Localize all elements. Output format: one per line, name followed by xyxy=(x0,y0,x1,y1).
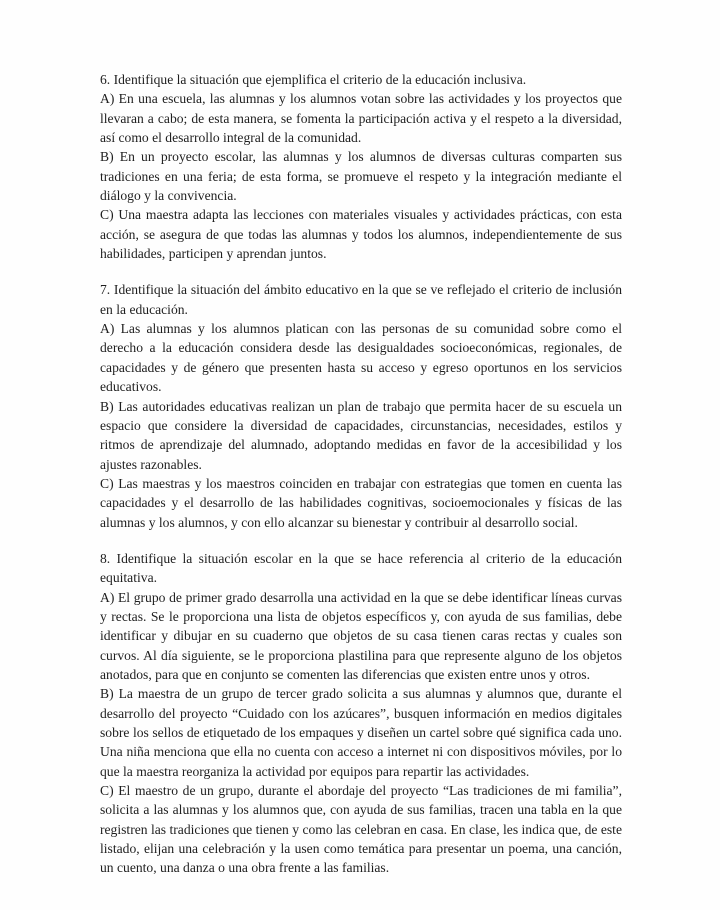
question-7-option-a: A) Las alumnas y los alumnos platican con las personas de su comunidad sobre como el derecho a la educación considera desde las desigualdades socioeconómicas, regionales, de capacidades y de género que presenten hasta su acceso y egreso oportunos en los servicios educativos. xyxy=(100,321,622,395)
question-6-option-a: A) En una escuela, las alumnas y los alumnos votan sobre las actividades y los proyectos que llevaran a cabo; de esta manera, se fomenta la participación activa y el respeto a la diversidad, así como el desarrollo integral de la comunidad. xyxy=(100,91,622,146)
question-6-stem: 6. Identifique la situación que ejemplifica el criterio de la educación inclusiva. xyxy=(100,72,527,87)
question-7 xyxy=(100,280,622,531)
question-8-option-a: A) El grupo de primer grado desarrolla una actividad en la que se debe identificar líneas curvas y rectas. Se le proporciona una lista de objetos específicos y, con ayuda de sus familias, debe identificar y dibujar en su cuaderno que objetos de su casa tienen caras rectas y cuales son curvos. Al día siguiente, se le proporciona plastilina para que represente alguno de los objetos anotados, para que en conjunto se comenten las diferencias que existen entre unos y otros. xyxy=(100,589,622,682)
question-8-stem: 8. Identifique la situación escolar en la que se hace referencia al criterio de la educación equitativa. xyxy=(100,550,622,586)
question-7-stem: 7. Identifique la situación del ámbito educativo en la que se ve reflejado el criterio de inclusión en la educación. xyxy=(100,282,622,317)
question-6-option-b: B) En un proyecto escolar, las alumnas y los alumnos de diversas culturas comparten sus tradiciones en una feria; de esta forma, se promueve el respeto y la integración mediante el diálogo y la convivencia. xyxy=(100,149,622,204)
question-8 xyxy=(100,549,622,878)
question-7-option-b: B) Las autoridades educativas realizan un plan de trabajo que permita hacer de su escuela un espacio que considere la diversidad de capacidades, circunstancias, necesidades, estilos y ritmos de aprendizaje del alumnado, adoptando medidas en favor de la accesibilidad y los ajustes razonables. xyxy=(100,398,622,472)
question-7-option-c: C) Las maestras y los maestros coinciden en trabajar con estrategias que tomen en cuenta las capacidades y el desarrollo de las habilidades cognitivas, socioemocionales y físicas de las alumnas y los alumnos, y con ello alcanzar su bienestar y contribuir al desarrollo social. xyxy=(100,475,622,530)
question-8-option-c: C) El maestro de un grupo, durante el abordaje del proyecto “Las tradiciones de mi familia”, solicita a las alumnas y los alumnos que, con ayuda de sus familias, tracen una tabla en la que registren las tradiciones que tienen y como las celebran en casa. En clase, les indica que, de este listado, elijan una celebración y la usen como temática para presentar un poema, una canción, un cuento, una danza o una obra frente a las familias. xyxy=(100,783,622,876)
question-6-option-c: C) Una maestra adapta las lecciones con materiales visuales y actividades prácticas, con esta acción, se asegura de que todas las alumnas y todos los alumnos, independientemente de sus habilidades, participen y aprendan juntos. xyxy=(100,207,622,262)
question-8-option-b: B) La maestra de un grupo de tercer grado solicita a sus alumnas y alumnos que, durante el desarrollo del proyecto “Cuidado con los azúcares”, busquen información en medios digitales sobre los sellos de etiquetado de los empaques y diseñen un cartel sobre qué significa cada uno. Una niña menciona que ella no cuenta con acceso a internet ni con dispositivos móviles, por lo que la maestra reorganiza la actividad por equipos para repartir las actividades. xyxy=(100,686,622,779)
question-6 xyxy=(100,70,622,263)
